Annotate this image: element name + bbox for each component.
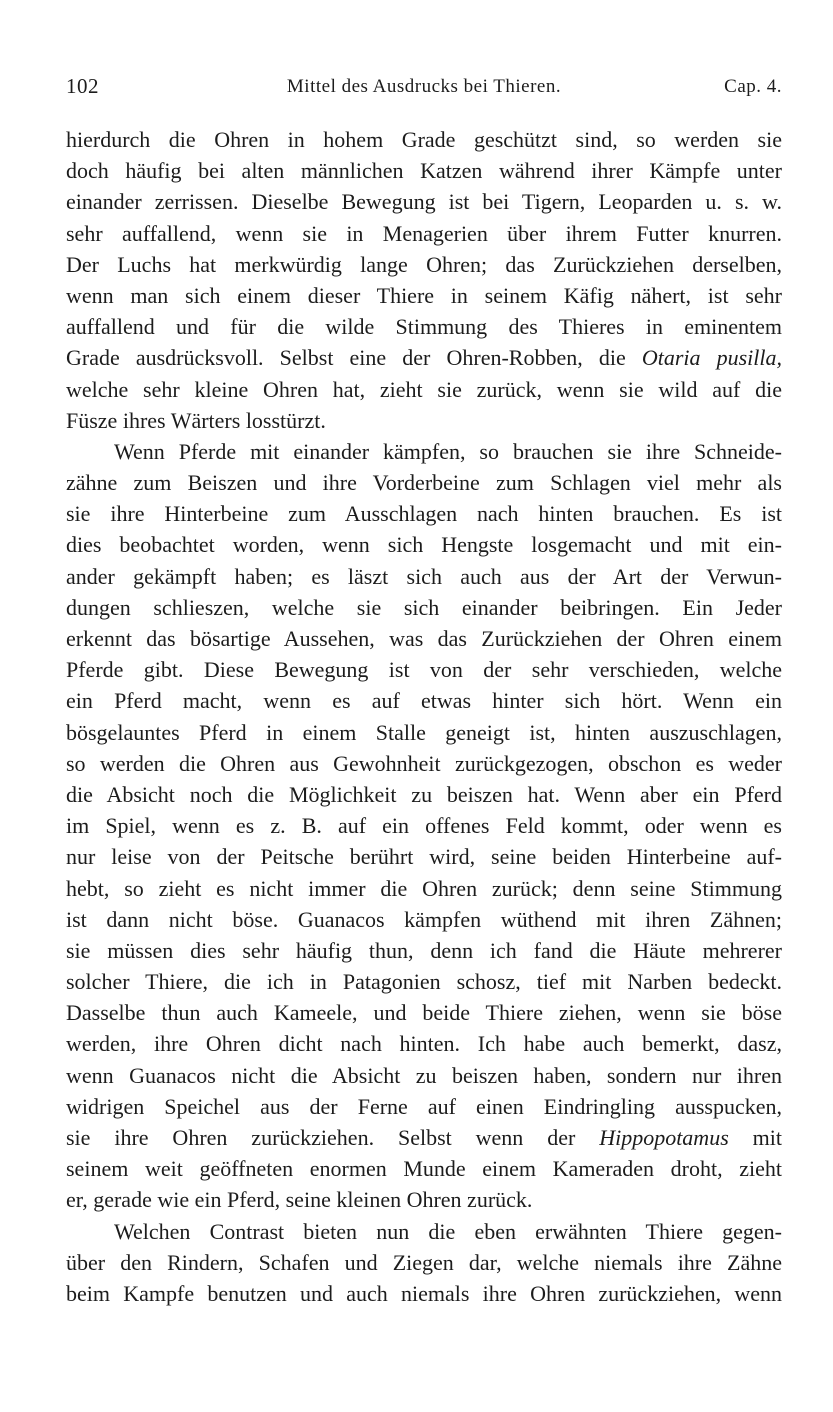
text-line: auffallend und für die wilde Stimmung des Thieres in eminentem xyxy=(66,314,782,340)
paragraph xyxy=(66,124,782,436)
text-line: sie müssen dies sehr häufig thun, denn ich fand die Häute mehrerer xyxy=(66,937,782,963)
text-line: nur leise von der Peitsche berührt wird, seine beiden Hinterbeine auf- xyxy=(66,844,782,870)
text-line: erkennt das bösartige Aussehen, was das Zurückziehen der Ohren einem xyxy=(66,626,782,651)
text-line: so werden die Ohren aus Gewohnheit zurückgezogen, obschon es weder xyxy=(66,750,782,776)
text-line: ist dann nicht böse. Guanacos kämpfen wüthend mit ihren Zähnen; xyxy=(66,906,782,932)
text-line: welche sehr kleine Ohren hat, zieht sie zurück, wenn sie wild auf die xyxy=(66,376,782,402)
text-line: Wenn Pferde mit einander kämpfen, so brauchen sie ihre Schneide- xyxy=(114,438,782,464)
text-line: sehr auffallend, wenn sie in Menagerien über ihrem Futter knurren. xyxy=(66,220,782,246)
text-line: Dasselbe thun auch Kameele, und beide Thiere ziehen, wenn sie böse xyxy=(66,1000,782,1026)
text-line: beim Kampfe benutzen und auch niemals ihre Ohren zurückziehen, wenn xyxy=(66,1280,782,1306)
italic-term: Otaria pusilla, xyxy=(641,345,782,371)
book-page xyxy=(66,74,782,1309)
text-line: doch häufig bei alten männlichen Katzen während ihrer Kämpfe unter xyxy=(66,158,782,184)
text-line: er, gerade wie ein Pferd, seine kleinen Ohren zurück. xyxy=(66,1187,533,1213)
text-line: die Absicht noch die Möglichkeit zu beiszen hat. Wenn aber ein Pferd xyxy=(66,781,782,807)
text-line: Pferde gibt. Diese Bewegung ist von der sehr verschieden, welche xyxy=(66,657,782,683)
body-text xyxy=(66,124,782,1309)
text-line: zähne zum Beiszen und ihre Vorderbeine zum Schlagen viel mehr als xyxy=(66,470,782,496)
text-line: dies beobachtet worden, wenn sich Hengste losgemacht und mit ein- xyxy=(66,532,782,558)
text-line: sie ihre Hinterbeine zum Ausschlagen nach hinten brauchen. Es ist xyxy=(66,501,782,527)
text-line: hebt, so zieht es nicht immer die Ohren zurück; denn seine Stimmung xyxy=(66,875,782,901)
text-line: wenn Guanacos nicht die Absicht zu beiszen haben, sondern nur ihren xyxy=(66,1062,782,1088)
text-line: sie ihre Ohren zurückziehen. Selbst wenn der Hippopotamus mit xyxy=(66,1125,782,1150)
paragraph xyxy=(66,436,782,1216)
text-line: Füsze ihres Wärters losstürzt. xyxy=(66,407,326,433)
text-line: Der Luchs hat merkwürdig lange Ohren; das Zurückziehen derselben, xyxy=(66,251,782,277)
text-line: ein Pferd macht, wenn es auf etwas hinter sich hört. Wenn ein xyxy=(66,688,782,714)
text-line: einander zerrissen. Dieselbe Bewegung ist bei Tigern, Leoparden u. s. w. xyxy=(66,189,782,215)
chapter-label: Cap. 4. xyxy=(724,76,782,97)
paragraph xyxy=(66,1216,782,1310)
italic-term: Hippopotamus xyxy=(599,1125,729,1150)
text-line: über den Rindern, Schafen und Ziegen dar, welche niemals ihre Zähne xyxy=(66,1249,782,1275)
text-line: im Spiel, wenn es z. B. auf ein offenes Feld kommt, oder wenn es xyxy=(66,813,782,839)
text-line: ander gekämpft haben; es läszt sich auch aus der Art der Verwun- xyxy=(66,563,782,589)
text-line: dungen schlieszen, welche sie sich einander beibringen. Ein Jeder xyxy=(66,594,782,620)
text-line: solcher Thiere, die ich in Patagonien schosz, tief mit Narben bedeckt. xyxy=(66,969,782,995)
text-line: wenn man sich einem dieser Thiere in seinem Käfig nähert, ist sehr xyxy=(66,282,782,308)
running-head xyxy=(66,74,782,104)
text-line: seinem weit geöffneten enormen Munde einem Kameraden droht, zieht xyxy=(66,1156,782,1182)
page-number: 102 xyxy=(66,74,99,98)
text-line: bösgelauntes Pferd in einem Stalle geneigt ist, hinten auszuschlagen, xyxy=(66,719,782,745)
text-line: widrigen Speichel aus der Ferne auf einen Eindringling ausspucken, xyxy=(66,1093,782,1119)
text-line: werden, ihre Ohren dicht nach hinten. Ich habe auch bemerkt, dasz, xyxy=(66,1031,782,1057)
text-line: Welchen Contrast bieten nun die eben erwähnten Thiere gegen- xyxy=(114,1218,782,1244)
running-title: Mittel des Ausdrucks bei Thieren. xyxy=(286,76,562,97)
text-line: Grade ausdrücksvoll. Selbst eine der Ohren-Robben, die Otaria pusilla, xyxy=(66,345,782,371)
text-line: hierdurch die Ohren in hohem Grade geschützt sind, so werden sie xyxy=(66,127,782,152)
